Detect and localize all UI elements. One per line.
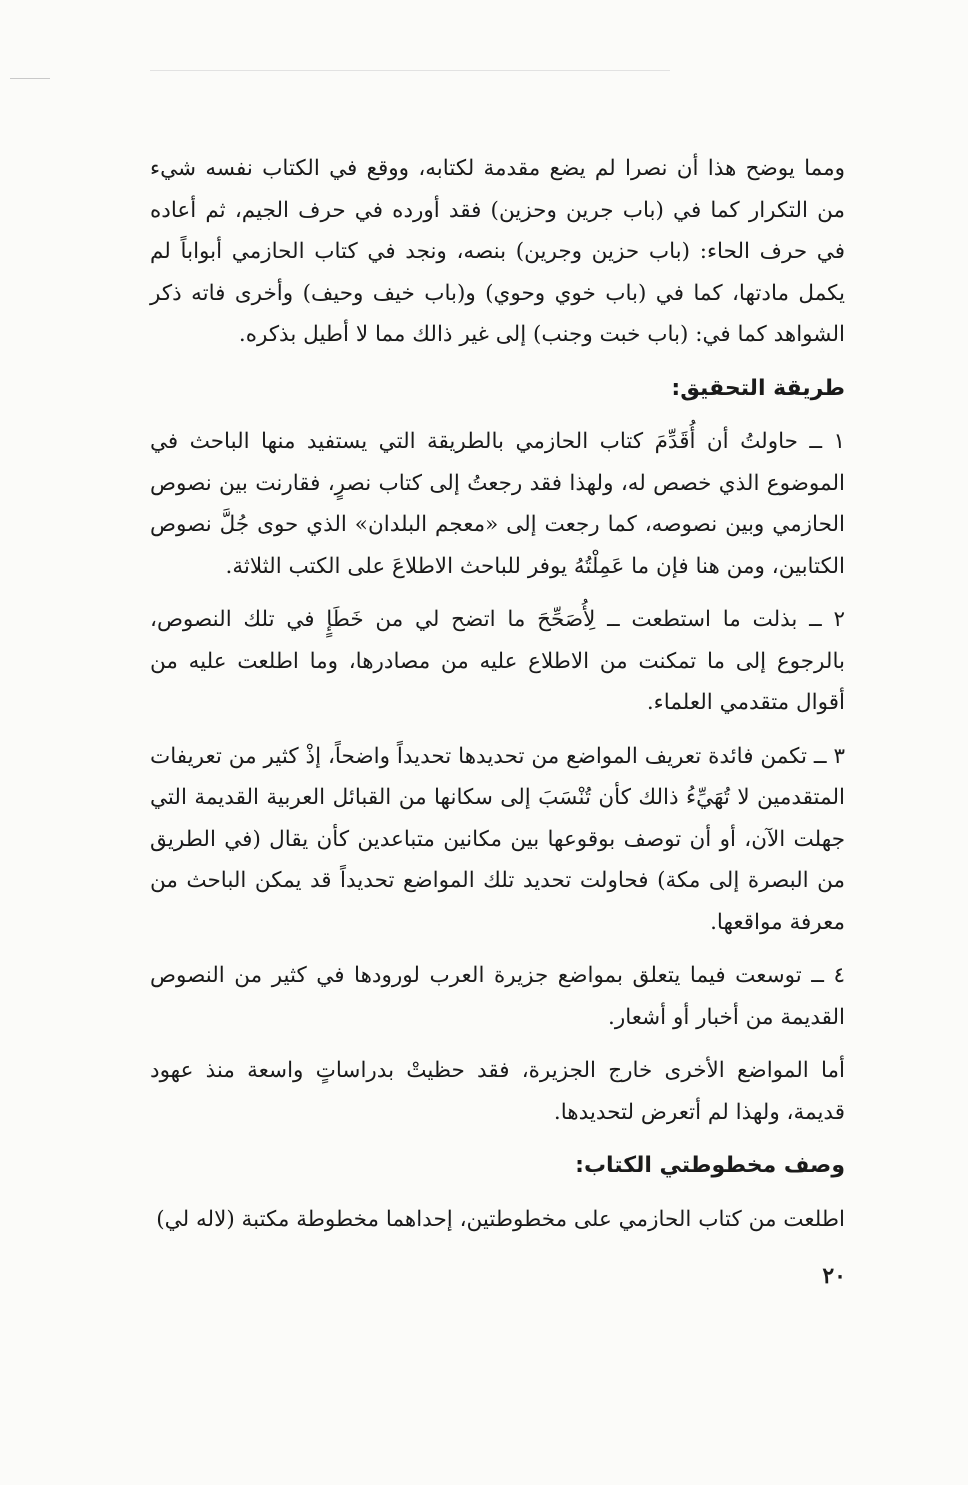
- scan-artifact: [150, 70, 670, 71]
- paragraph: ٣ ــ تكمن فائدة تعريف المواضع من تحديدها تحديداً واضحاً، إذْ كثير من تعريفات المتقدمين لا تُهَيِّءُ ذالك كأن تُنْسَبَ إلى سكانها من القبائل العربية القديمة التي جهلت الآن، أو أن توصف بوقوعها بين مكانين متباعدين كأن يقال (في الطريق من البصرة إلى مكة) فحاولت تحديد تلك المواضع تحديداً قد يمكن الباحث من معرفة مواقعها.: [150, 743, 845, 935]
- paragraph: ١ ــ حاولتُ أن أُقَدِّمَ كتاب الحازمي بالطريقة التي يستفيد منها الباحث في الموضوع الذي خصص له، ولهذا فقد رجعتُ إلى كتاب نصرٍ، فقارنت بين نصوص الحازمي وبين نصوصه، كما رجعت إلى «معجم البلدان» الذي حوى جُلَّ نصوص الكتابين، ومن هنا فإن ما عَمِلْتُهُ يوفر للباحث الاطلاعَ على الكتب الثلاثة.: [150, 429, 845, 579]
- section-heading: وصف مخطوطتي الكتاب:: [575, 1153, 845, 1178]
- page-number: ٢٠: [822, 1263, 846, 1289]
- scan-artifact: [10, 78, 50, 79]
- paragraph: ٢ ــ بذلت ما استطعت ــ لِأُصَحِّحَ ما اتضح لي من خَطَإٍ في تلك النصوص، بالرجوع إلى ما تمكنت من الاطلاع عليه من مصادرها، وما اطلعت عليه من أقوال متقدمي العلماء.: [150, 607, 845, 715]
- paragraph: أما المواضع الأخرى خارج الجزيرة، فقد حظيتْ بدراساتٍ واسعة منذ عهود قديمة، ولهذا لم أتعرض لتحديدها.: [150, 1058, 845, 1125]
- paragraph: ومما يوضح هذا أن نصرا لم يضع مقدمة لكتابه، ووقع في الكتاب نفسه شيء من التكرار كما في (باب جرين وحزين) فقد أورده في حرف الجيم، ثم أعاده في حرف الحاء: (باب حزين وجرين) بنصه، ونجد في كتاب الحازمي أبواباً لم يكمل مادتها، كما في (باب خوي وحوي) و(باب خيف وحيف) وأخرى فاته ذكر الشواهد كما في: (باب خبت وجنب) إلى غير ذالك مما لا أطيل بذكره.: [150, 156, 845, 347]
- paragraph: ٤ ــ توسعت فيما يتعلق بمواضع جزيرة العرب لورودها في كثير من النصوص القديمة من أخبار أو أشعار.: [150, 963, 845, 1030]
- section-heading: طريقة التحقيق:: [671, 375, 845, 401]
- body-text: [150, 148, 845, 1252]
- paragraph: اطلعت من كتاب الحازمي على مخطوطتين، إحداهما مخطوطة مكتبة (لاله لي): [156, 1206, 845, 1232]
